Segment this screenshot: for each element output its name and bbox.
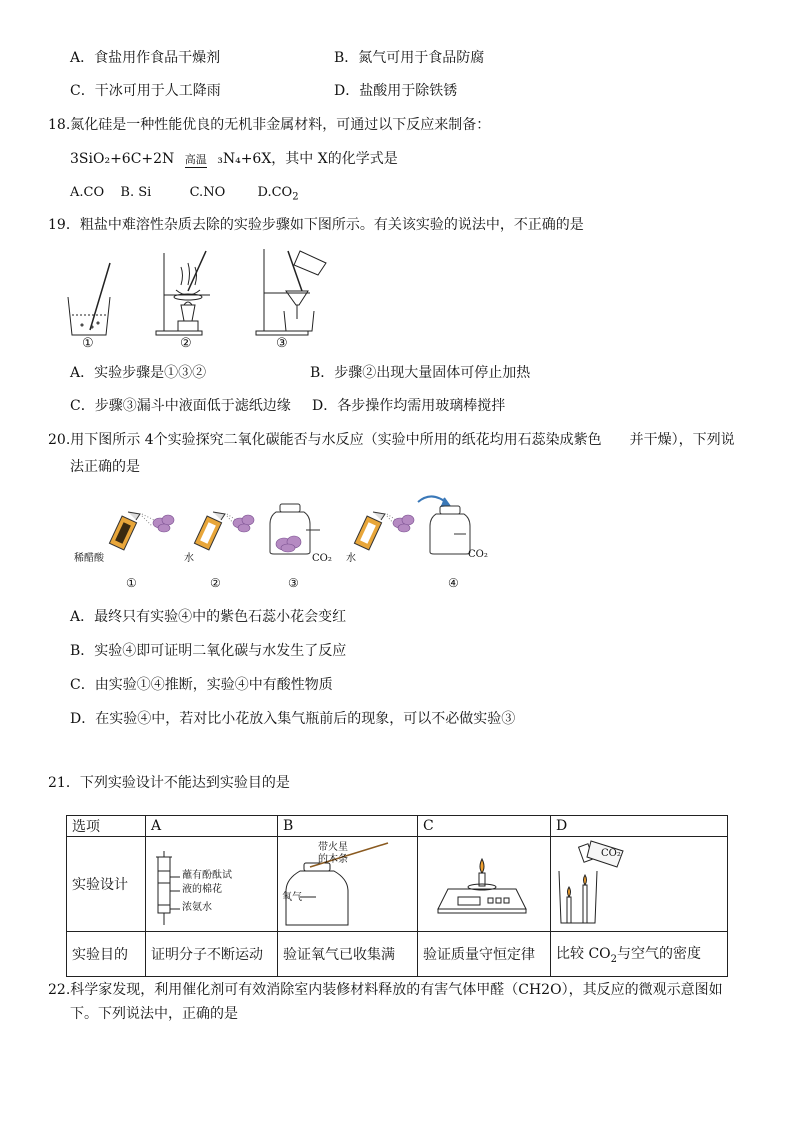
purpose-a: 证明分子不断运动 [146, 932, 278, 977]
q20-experiment-svg [70, 490, 510, 590]
q18-stem: 18.氮化硅是一种性能优良的无机非金属材料，可通过以下反应来制备： [48, 117, 491, 133]
q18-equation [70, 149, 398, 170]
q20-label-water-2: 水 [184, 553, 194, 564]
q20-option-d: D．在实验④中，若对比小花放入集气瓶前后的现象，可以不必做实验③ [70, 711, 516, 727]
q22-stem-line2: 下。下列说法中，正确的是 [70, 1006, 238, 1022]
q20-label-co2-3: CO₂ [312, 553, 332, 564]
header-d: D [551, 816, 728, 837]
design-cell-c [418, 837, 551, 932]
beaker-candles-icon [551, 837, 727, 931]
q19-option-c: C．步骤③漏斗中液面低于滤纸边缘 [70, 398, 291, 414]
purple-flower-4-icon [393, 515, 414, 532]
evaporation-setup-icon [156, 251, 210, 335]
purple-flower-3-icon [276, 536, 301, 552]
purpose-d [551, 932, 728, 977]
fig-a-label-2: 液的棉花 [182, 884, 222, 895]
q19-stem: 19．粗盐中难溶性杂质去除的实验步骤如下图所示。有关该实验的说法中，不正确的是 [48, 217, 584, 233]
table-header-row [67, 816, 728, 837]
q18-condition-text: 高温 [184, 153, 207, 166]
q19-apparatus-figure [60, 245, 360, 353]
header-option: 选项 [67, 816, 146, 837]
row-design-label: 实验设计 [67, 837, 146, 932]
q20-label-vinegar: 稀醋酸 [74, 553, 104, 564]
purpose-c: 验证质量守恒定律 [418, 932, 551, 977]
purpose-b: 验证氧气已收集满 [278, 932, 418, 977]
spray-bottle-1-icon [109, 512, 154, 550]
q20-stem-line1: 20.用下图所示 4个实验探究二氧化碳能否与水反应（实验中所用的纸花均用石蕊染成紫色 并干燥），下列说 [48, 432, 735, 448]
purpose-d-subscript: 2 [610, 953, 618, 965]
q21-stem: 21．下列实验设计不能达到实验目的是 [48, 775, 290, 791]
gas-jar-4-icon [430, 506, 470, 554]
spray-bottle-4-icon [354, 512, 396, 550]
curved-arrow-icon [418, 496, 449, 506]
fig-b-label-2: 的木条 [318, 854, 348, 865]
q19-option-a: A．实验步骤是①③② [70, 365, 207, 381]
balance-candle-icon [418, 837, 540, 931]
header-a: A [146, 816, 278, 837]
q18-equation-left: 3SiO₂+6C+2N [70, 151, 175, 167]
q20-fig-num-4: ④ [448, 576, 459, 590]
q20-fig-num-2: ② [210, 576, 221, 590]
q17-option-c: C．干冰可用于人工降雨 [70, 83, 221, 99]
design-cell-d [551, 837, 728, 932]
reaction-arrow-icon [185, 167, 207, 168]
q18-options [70, 183, 299, 208]
purpose-d-post: 与空气的密度 [617, 946, 702, 963]
q18-option-c: C.NO [189, 185, 226, 200]
spray-bottle-2-icon [194, 512, 236, 550]
q20-option-b: B．实验④即可证明二氧化碳与水发生了反应 [70, 643, 347, 659]
table-row-purpose [67, 932, 728, 977]
table-row-design [67, 837, 728, 932]
q20-stem-line2: 法正确的是 [70, 459, 140, 475]
purpose-d-pre: 比较 CO [556, 946, 611, 963]
fig-d-label-co2: CO₂ [601, 848, 621, 859]
fig-b-label-3: 氧气 [282, 892, 302, 903]
fig-b-label-1: 带火星 [318, 842, 348, 853]
q22-stem-line1: 22.科学家发现，利用催化剂可有效消除室内装修材料释放的有害气体甲醛（CH2O），其反应的微观示意图如 [48, 982, 723, 998]
q17-option-d: D．盐酸用于除铁锈 [334, 83, 458, 99]
q20-label-water-4: 水 [346, 553, 356, 564]
q18-equation-right: ₃N₄+6X，其中 X的化学式是 [217, 151, 398, 167]
q17-option-a: A．食盐用作食品干燥剂 [70, 50, 221, 66]
q20-fig-num-3: ③ [288, 576, 299, 590]
q19-option-b: B．步骤②出现大量固体可停止加热 [310, 365, 531, 381]
q19-fig-label-1: ① [82, 336, 94, 351]
q18-option-d: D.CO [257, 185, 293, 200]
design-cell-b [278, 837, 418, 932]
fig-a-label-1: 蘸有酚酞试 [182, 870, 232, 881]
filtration-setup-icon [256, 249, 326, 335]
q18-condition [185, 150, 207, 170]
beaker-dissolve-icon [68, 263, 110, 335]
q19-fig-label-3: ③ [276, 336, 288, 351]
q19-apparatus-svg [60, 245, 360, 353]
q19-option-d: D．各步操作均需用玻璃棒搅拌 [312, 398, 506, 414]
header-b: B [278, 816, 418, 837]
q20-option-a: A．最终只有实验④中的紫色石蕊小花会变红 [70, 609, 347, 625]
q18-option-b: B. Si [120, 185, 152, 200]
q19-fig-label-2: ② [180, 336, 192, 351]
purple-flower-1-icon [153, 515, 174, 532]
purple-flower-2-icon [233, 515, 254, 532]
q20-option-c: C．由实验①④推断，实验④中有酸性物质 [70, 677, 333, 693]
header-c: C [418, 816, 551, 837]
q17-option-b: B．氮气可用于食品防腐 [334, 50, 485, 66]
q18-option-d-subscript: 2 [292, 191, 299, 203]
design-cell-a [146, 837, 278, 932]
q20-label-co2-4: CO₂ [468, 549, 488, 560]
q20-experiment-figure [70, 490, 510, 590]
q21-table [66, 815, 728, 977]
fig-a-label-3: 浓氨水 [182, 902, 212, 913]
q18-option-a: A.CO [70, 185, 105, 200]
row-purpose-label: 实验目的 [67, 932, 146, 977]
q20-fig-num-1: ① [126, 576, 137, 590]
